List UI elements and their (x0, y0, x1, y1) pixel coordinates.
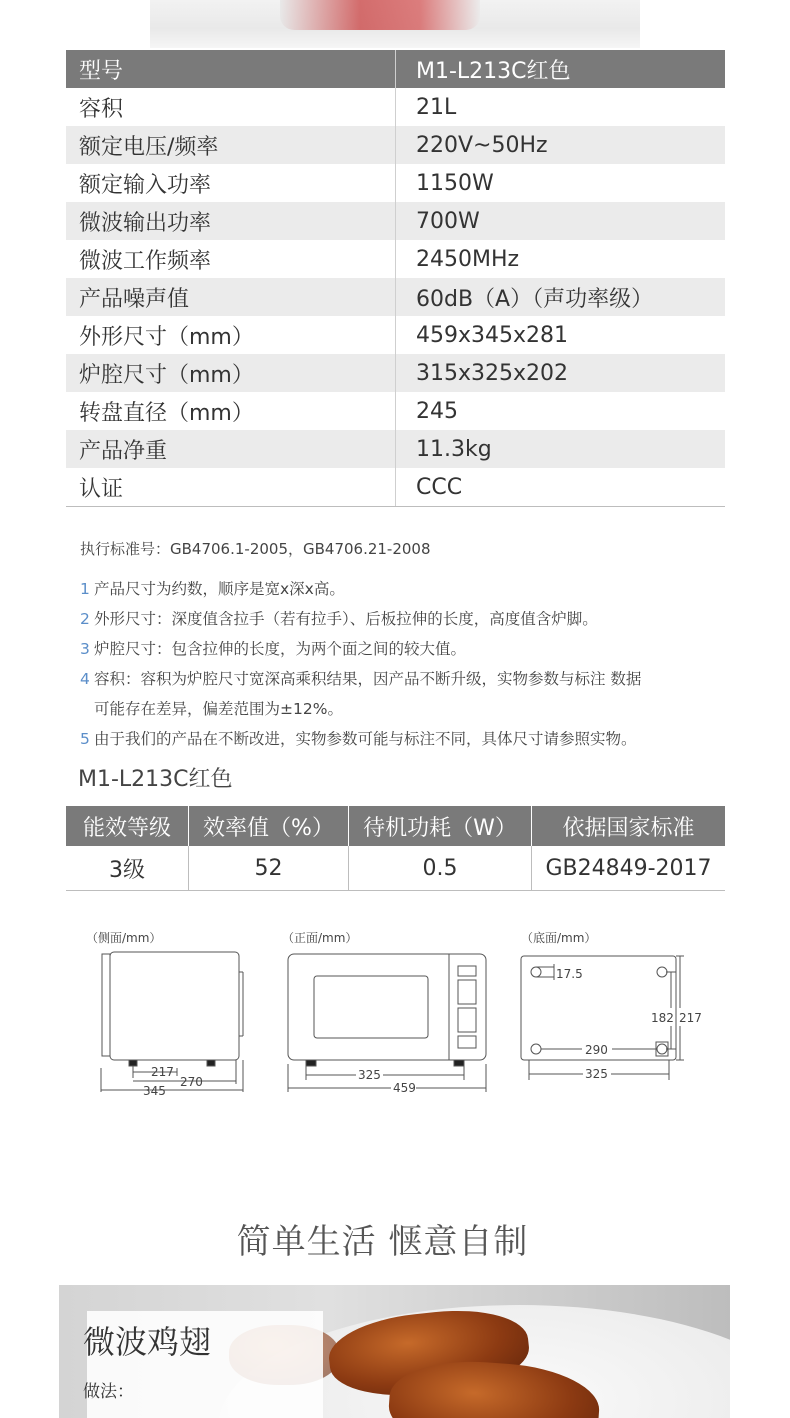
front-view-label: （正面/mm） (282, 931, 358, 945)
slogan-heading: 简单生活 惬意自制 (236, 1222, 529, 1262)
standard-number: 执行标准号：GB4706.1-2005，GB4706.21-2008 (80, 540, 431, 558)
spec-value: 700W (396, 202, 726, 240)
spec-value: M1-L213C红色 (396, 50, 726, 88)
spec-label: 产品噪声值 (66, 278, 396, 316)
energy-header-row (66, 806, 725, 846)
spec-row (66, 164, 725, 202)
energy-cell: GB24849-2017 (532, 846, 726, 891)
front-view-drawing (288, 954, 486, 1092)
spec-row (66, 202, 725, 240)
dimension-drawings (0, 920, 790, 1110)
spec-table (66, 50, 725, 507)
note-text (94, 664, 641, 724)
note-text (94, 724, 637, 754)
recipe-method-label: 做法： (83, 1382, 134, 1402)
energy-row (66, 846, 725, 891)
product-photo-top (150, 0, 640, 48)
energy-header-cell: 效率值（%） (189, 806, 349, 846)
side-dim-345: 345 (143, 1084, 166, 1098)
note-item (80, 634, 730, 664)
note-number: 3 (80, 640, 90, 658)
spec-label: 额定输入功率 (79, 172, 212, 198)
spec-value: 459x345x281 (396, 316, 726, 354)
spec-row (66, 430, 725, 468)
spec-label: 型号 (66, 50, 396, 88)
spec-header-row (66, 50, 725, 88)
spec-label: 额定电压/频率 (66, 126, 396, 164)
side-dim-270: 270 (180, 1075, 203, 1089)
spec-label: 产品净重 (66, 430, 396, 468)
spec-row (66, 88, 725, 126)
note-text (94, 634, 466, 664)
spec-label: 转盘直径（mm） (79, 400, 254, 426)
energy-cell: 0.5 (349, 846, 532, 891)
spec-row (66, 240, 725, 278)
front-dim-459: 459 (393, 1081, 416, 1095)
spec-row (66, 354, 725, 392)
spec-value: CCC (396, 468, 726, 507)
spec-label: 微波输出功率 (66, 202, 396, 240)
recipe-title: 微波鸡翅 (83, 1323, 212, 1361)
spec-label: 炉腔尺寸（mm） (66, 354, 396, 392)
model-caption: M1-L213C红色 (78, 767, 233, 792)
bottom-dim-290: 290 (585, 1043, 608, 1057)
energy-header-cell: 能效等级 (66, 806, 189, 846)
bottom-dim-325: 325 (585, 1067, 608, 1081)
spec-label: 外形尺寸（mm） (79, 324, 254, 350)
spec-value: 11.3kg (396, 430, 726, 468)
spec-value: 21L (396, 88, 726, 126)
spec-row (66, 316, 725, 354)
spec-row (66, 126, 725, 164)
note-text (94, 574, 345, 604)
spec-row (66, 468, 725, 507)
bottom-dim-182: 182 (651, 1011, 674, 1025)
note-item (80, 604, 730, 634)
side-view-label: （侧面/mm） (86, 931, 162, 945)
note-line: 可能存在差异，偏差范围为±12%。 (94, 700, 343, 718)
spec-row (66, 278, 725, 316)
energy-cell: 3级 (66, 846, 189, 891)
note-number: 1 (80, 580, 90, 598)
energy-table (66, 806, 725, 891)
note-line: 炉腔尺寸：包含拉伸的长度，为两个面之间的较大值。 (94, 640, 467, 658)
note-item (80, 574, 730, 604)
spec-row (66, 392, 725, 430)
dimension-diagrams (0, 920, 790, 1110)
note-line: 容积：容积为炉腔尺寸宽深高乘积结果，因产品不断升级，实物参数与标注 数据 (94, 670, 642, 688)
spec-value: 315x325x202 (396, 354, 726, 392)
note-number: 2 (80, 610, 90, 628)
product-photo-accent (280, 0, 480, 30)
front-dim-325: 325 (358, 1068, 381, 1082)
bottom-dim-217: 217 (679, 1011, 702, 1025)
spec-value: 60dB（A）（声功率级） (396, 278, 726, 316)
note-line: 产品尺寸为约数，顺序是宽x深x高。 (94, 580, 345, 598)
spec-value: 245 (396, 392, 726, 430)
spec-value: 220V~50Hz (396, 126, 726, 164)
spec-value: 1150W (396, 164, 726, 202)
energy-header-cell: 依据国家标准 (532, 806, 726, 846)
notes-list (80, 574, 730, 754)
note-number: 5 (80, 730, 90, 748)
energy-cell: 52 (189, 846, 349, 891)
note-number: 4 (80, 670, 90, 688)
side-dim-217: 217 (151, 1065, 174, 1079)
energy-header-cell: 待机功耗（W） (349, 806, 532, 846)
recipe-photo (59, 1285, 730, 1418)
note-line: 由于我们的产品在不断改进，实物参数可能与标注不同，具体尺寸请参照实物。 (94, 730, 637, 748)
spec-value: 2450MHz (396, 240, 726, 278)
note-item (80, 724, 730, 754)
spec-label: 容积 (79, 96, 124, 122)
note-line: 外形尺寸：深度值含拉手（若有拉手）、后板拉伸的长度，高度值含炉脚。 (94, 610, 598, 628)
note-item (80, 664, 730, 724)
note-text (94, 604, 598, 634)
spec-label: 微波工作频率 (79, 248, 212, 274)
spec-label: 认证 (66, 468, 396, 507)
bottom-view-label: （底面/mm） (521, 931, 597, 945)
bottom-dim-17-5: 17.5 (556, 967, 583, 981)
